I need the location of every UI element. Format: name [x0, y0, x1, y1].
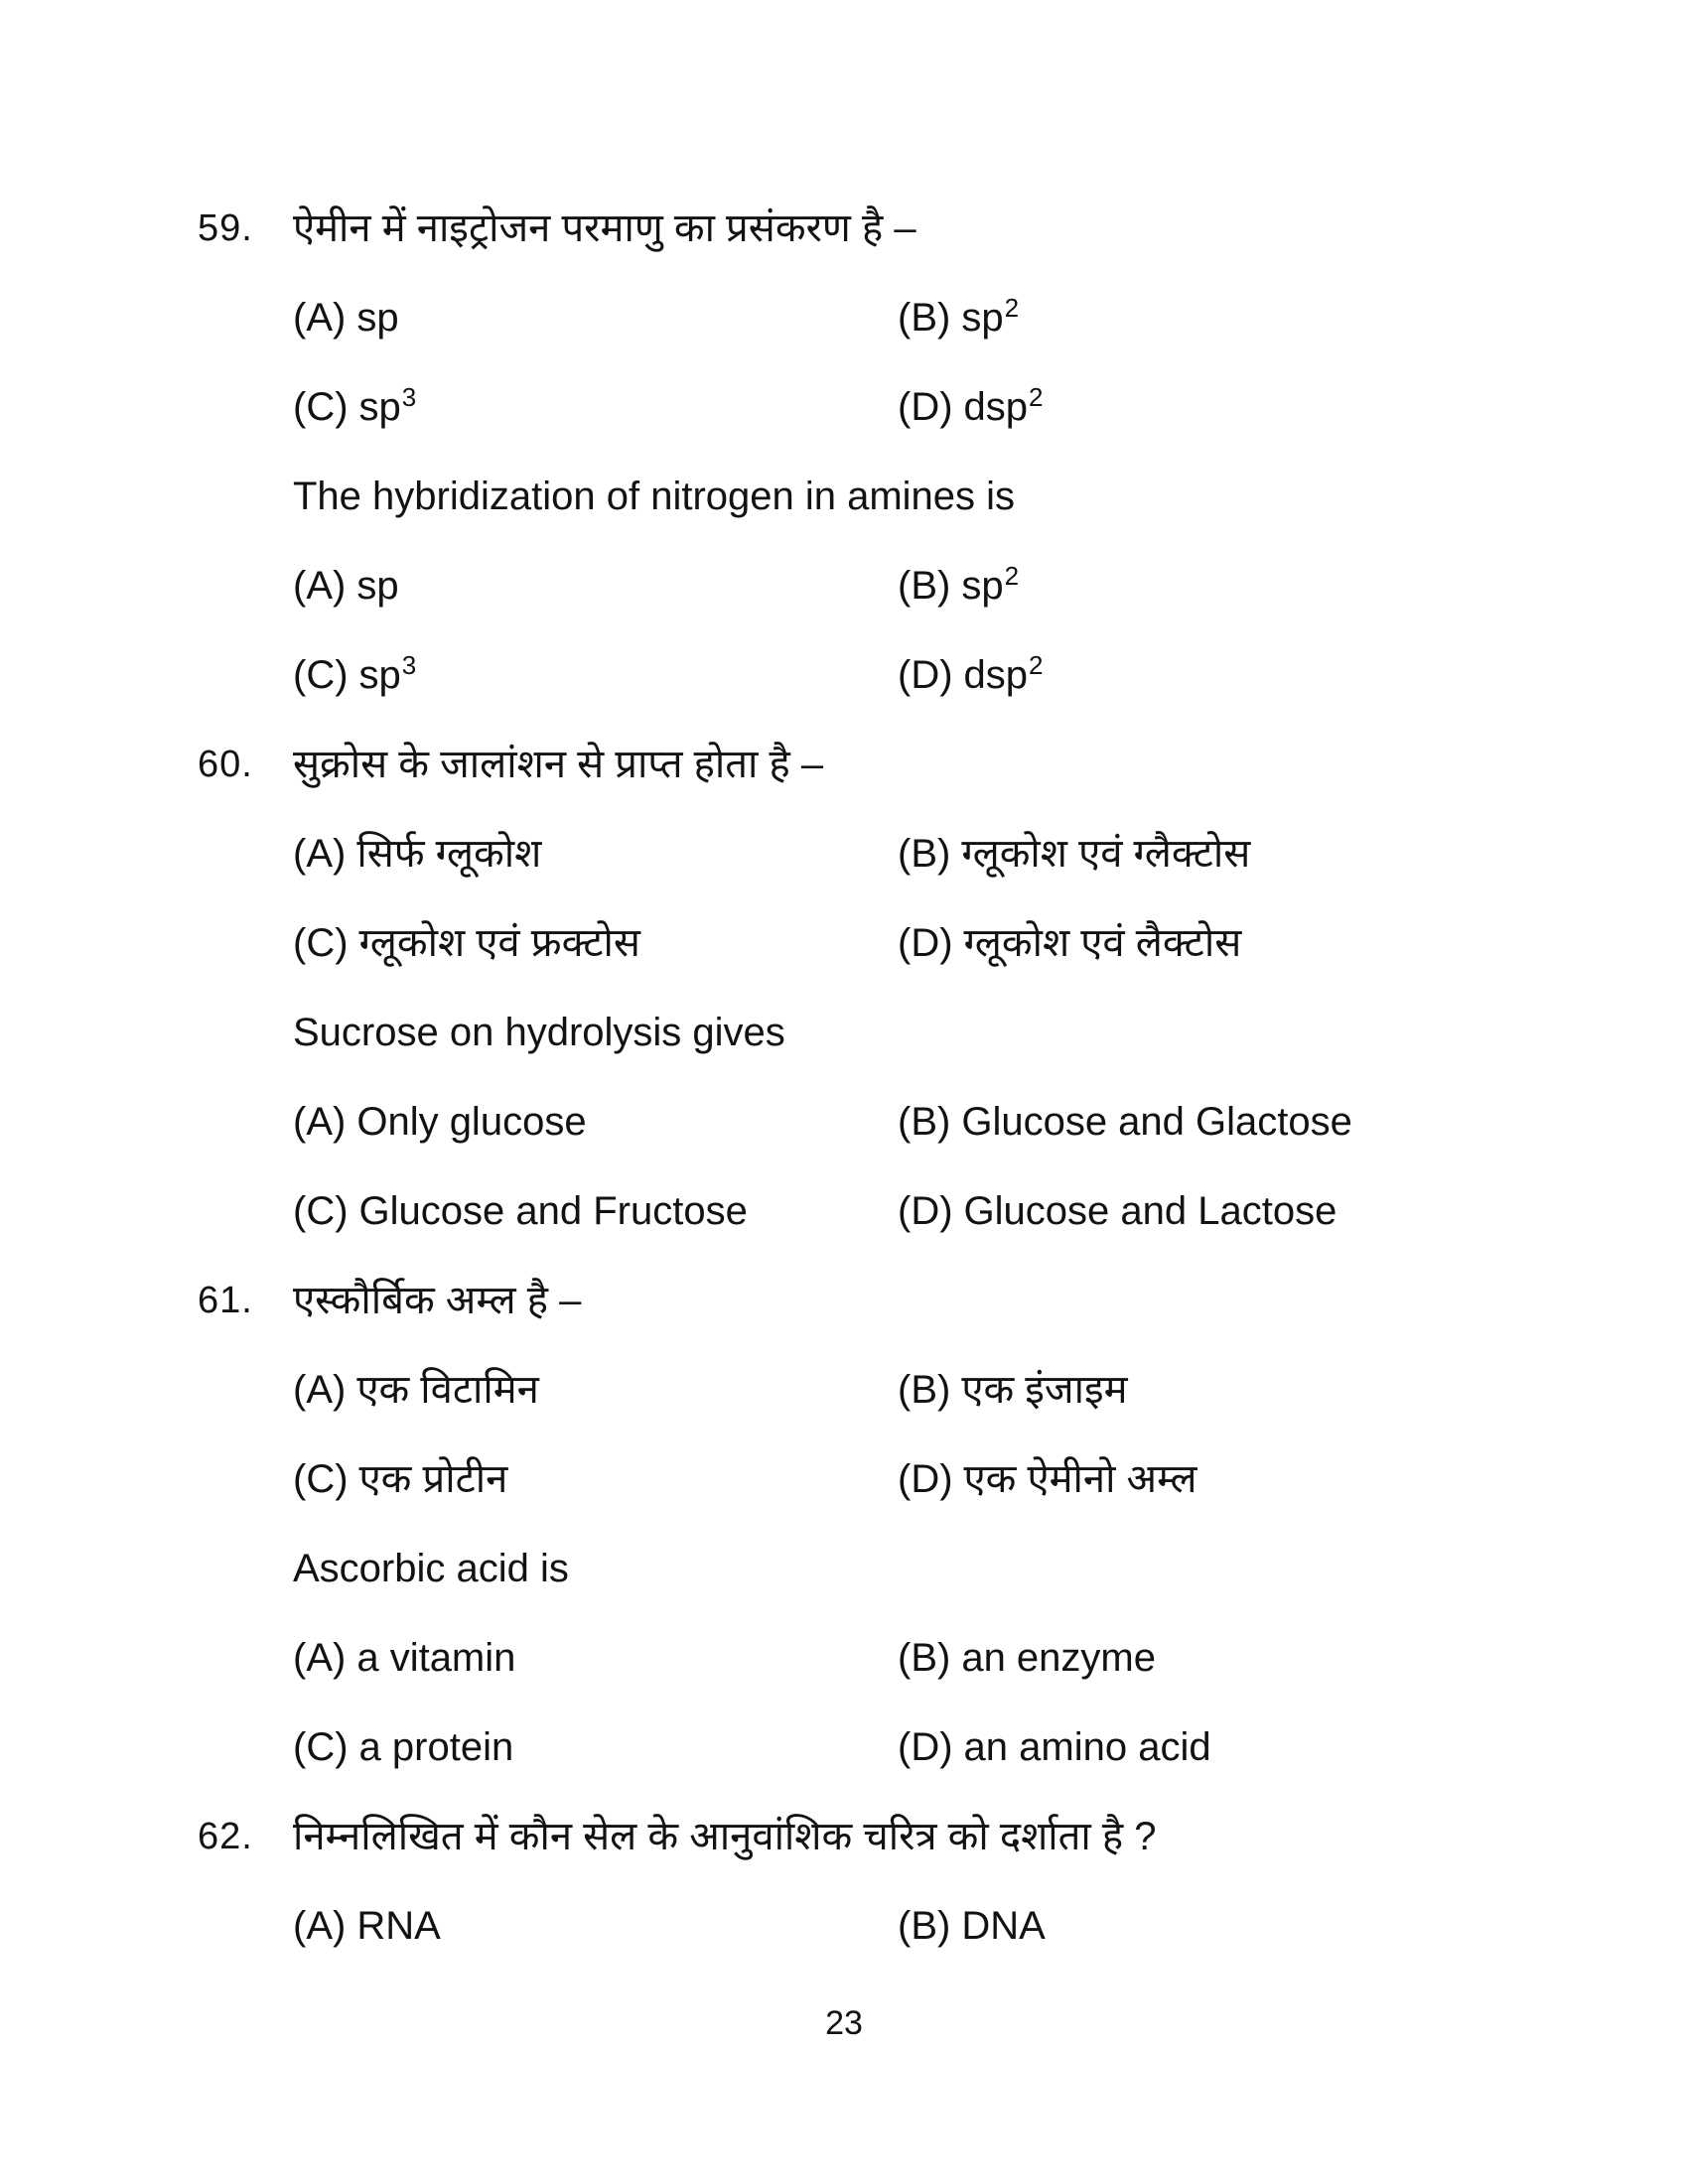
question-number: 60.: [198, 744, 253, 785]
option-a: [293, 1633, 515, 1683]
option-label: (D): [898, 385, 953, 429]
option-a: [293, 829, 541, 879]
question-60-english-options-row-1: [0, 1097, 1688, 1186]
option-label: (A): [293, 832, 347, 876]
option-superscript: 3: [401, 649, 417, 680]
question-60-options-row-2: [0, 918, 1688, 1008]
option-label: (D): [898, 1189, 953, 1233]
option-text: Glucose and Fructose: [358, 1189, 748, 1233]
question-text-english: The hybridization of nitrogen in amines is: [293, 475, 1016, 518]
option-label: (A): [293, 296, 347, 340]
option-label: (C): [293, 921, 349, 965]
question-61-row: [0, 1276, 1688, 1365]
option-d: [898, 1454, 1196, 1504]
question-61-options-row-2: [0, 1454, 1688, 1544]
option-label: (B): [898, 564, 951, 608]
option-text: ग्लूकोश एवं लैक्टोस: [963, 921, 1242, 965]
question-59-english-options-row-2: [0, 650, 1688, 740]
option-label: (B): [898, 1100, 951, 1144]
option-label: (B): [898, 1368, 951, 1412]
option-d: [898, 382, 1044, 432]
option-text: sp: [356, 564, 399, 608]
option-b: [898, 829, 1250, 879]
option-c: [293, 918, 640, 968]
option-text: Glucose and Glactose: [961, 1100, 1352, 1144]
option-text: an enzyme: [961, 1636, 1156, 1680]
option-text: एक विटामिन: [356, 1368, 539, 1412]
option-label: (C): [293, 385, 349, 429]
option-text: an amino acid: [963, 1725, 1211, 1769]
option-label: (A): [293, 1904, 347, 1948]
option-text: Only glucose: [356, 1100, 587, 1144]
option-a: [293, 1901, 441, 1951]
question-62-row: [0, 1812, 1688, 1901]
option-b: [898, 1097, 1352, 1147]
option-superscript: 2: [1004, 292, 1020, 323]
option-label: (B): [898, 1636, 951, 1680]
option-label: (A): [293, 564, 347, 608]
option-text: ग्लूकोश एवं फ्रक्टोस: [358, 921, 640, 965]
question-text-hindi: एस्कौर्बिक अम्ल है –: [293, 1279, 582, 1322]
question-60-options-row-1: [0, 829, 1688, 918]
option-label: (C): [293, 1725, 349, 1769]
option-superscript: 3: [401, 381, 417, 412]
option-label: (B): [898, 1904, 951, 1948]
page-number: 23: [825, 2004, 863, 2042]
question-61-english-options-row-2: [0, 1722, 1688, 1812]
option-d: [898, 1722, 1211, 1772]
option-superscript: 2: [1029, 649, 1044, 680]
option-c: [293, 382, 416, 432]
option-c: [293, 1454, 507, 1504]
option-label: (C): [293, 1457, 349, 1501]
option-text: Glucose and Lactose: [963, 1189, 1337, 1233]
option-text: सिर्फ ग्लूकोश: [356, 832, 542, 876]
option-b: [898, 1633, 1156, 1683]
option-text: DNA: [961, 1904, 1046, 1948]
question-61-options-row-1: [0, 1365, 1688, 1454]
option-label: (C): [293, 653, 349, 697]
question-text-hindi: ऐमीन में नाइट्रोजन परमाणु का प्रसंकरण है –: [293, 206, 916, 250]
option-d: [898, 918, 1241, 968]
option-label: (D): [898, 1725, 953, 1769]
question-59-options-row-1: [0, 293, 1688, 382]
option-text: एक ऐमीनो अम्ल: [963, 1457, 1197, 1501]
option-label: (B): [898, 832, 951, 876]
question-61-english-options-row-1: [0, 1633, 1688, 1722]
option-text: sp: [961, 296, 1004, 340]
option-label: (A): [293, 1100, 347, 1144]
question-number: 62.: [198, 1816, 253, 1857]
option-a: [293, 561, 400, 611]
option-superscript: 2: [1029, 381, 1044, 412]
option-label: (C): [293, 1189, 349, 1233]
question-text-hindi: सुक्रोस के जालांशन से प्राप्त होता है –: [293, 743, 824, 786]
question-list: [0, 204, 1688, 1990]
question-60-english-options-row-2: [0, 1186, 1688, 1276]
question-text-english: Ascorbic acid is: [293, 1547, 569, 1590]
option-c: [293, 650, 416, 700]
question-number: 61.: [198, 1280, 253, 1321]
option-label: (D): [898, 653, 953, 697]
option-text: a vitamin: [356, 1636, 516, 1680]
option-text: dsp: [963, 385, 1029, 429]
question-61-english-row: [0, 1544, 1688, 1633]
option-text: a protein: [358, 1725, 514, 1769]
question-59-row: [0, 204, 1688, 293]
option-superscript: 2: [1004, 560, 1020, 591]
option-text: sp: [961, 564, 1004, 608]
option-a: [293, 293, 400, 342]
option-text: एक इंजाइम: [961, 1368, 1128, 1412]
option-b: [898, 1901, 1046, 1951]
page-footer: [0, 2001, 1688, 2045]
option-label: (A): [293, 1368, 347, 1412]
option-c: [293, 1186, 748, 1236]
option-label: (D): [898, 1457, 953, 1501]
question-60-row: [0, 740, 1688, 829]
option-d: [898, 1186, 1336, 1236]
question-59-english-options-row-1: [0, 561, 1688, 650]
option-a: [293, 1365, 539, 1415]
question-59-options-row-2: [0, 382, 1688, 472]
question-text-hindi: निम्नलिखित में कौन सेल के आनुवांशिक चरित्र को दर्शाता है ?: [293, 1815, 1157, 1858]
option-b: [898, 561, 1019, 611]
option-text: sp: [358, 385, 401, 429]
option-text: ग्लूकोश एवं ग्लैक्टोस: [961, 832, 1251, 876]
option-label: (A): [293, 1636, 347, 1680]
option-label: (B): [898, 296, 951, 340]
question-59-english-row: [0, 472, 1688, 561]
option-b: [898, 293, 1019, 342]
option-text: RNA: [356, 1904, 441, 1948]
option-text: एक प्रोटीन: [358, 1457, 508, 1501]
option-d: [898, 650, 1044, 700]
option-text: sp: [356, 296, 399, 340]
option-text: dsp: [963, 653, 1029, 697]
question-number: 59.: [198, 207, 253, 249]
question-62-options-row-1: [0, 1901, 1688, 1990]
option-b: [898, 1365, 1128, 1415]
option-c: [293, 1722, 513, 1772]
question-text-english: Sucrose on hydrolysis gives: [293, 1011, 785, 1054]
question-60-english-row: [0, 1008, 1688, 1097]
option-text: sp: [358, 653, 401, 697]
option-label: (D): [898, 921, 953, 965]
option-a: [293, 1097, 587, 1147]
